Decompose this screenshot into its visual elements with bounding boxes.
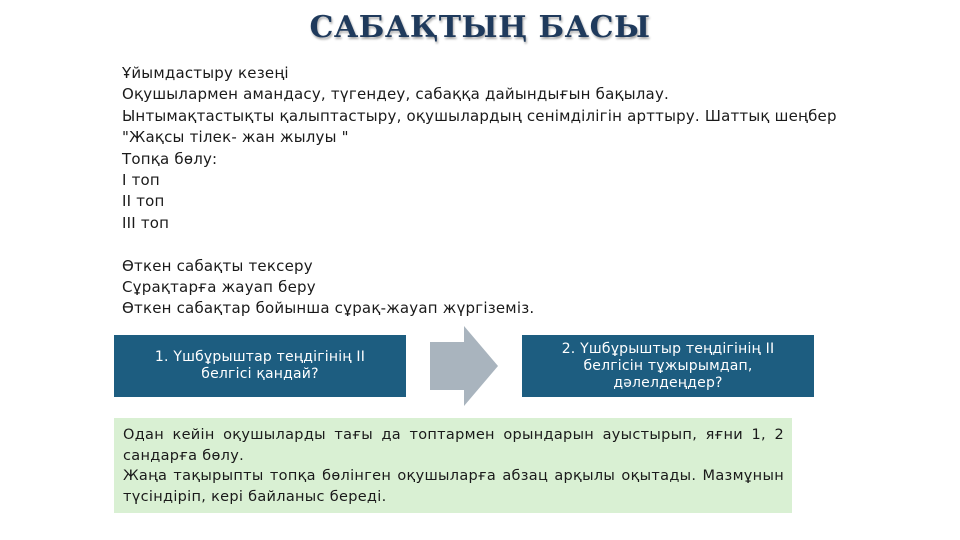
summary-note (114, 418, 792, 513)
intro-line-spacer (122, 234, 892, 255)
summary-note-paragraph-2: Жаңа тақырыпты топқа бөлінген оқушыларға абзац арқылы оқытады. Мазмұнын түсіндіріп, кері байланыс береді. (123, 468, 784, 505)
intro-line-group-1: I топ (122, 171, 160, 190)
intro-line-greeting: Оқушылармен амандасу, түгендеу, сабаққа дайындығын бақылау. (122, 85, 669, 104)
summary-note-paragraph-1: Одан кейін оқушыларды тағы да топтармен орындарын ауыстырып, яғни 1, 2 сандарға бөлу. (123, 427, 784, 464)
intro-text-block (122, 63, 892, 320)
intro-line-group-2: II топ (122, 192, 165, 211)
right-arrow-shape (430, 326, 498, 406)
question-box-1 (114, 335, 406, 397)
question-box-2-text: 2. Үшбұрыштыр теңдігінің II белгісін тұжырымдап, дәлелдеңдер? (561, 340, 775, 391)
intro-line-cooperation: Ынтымақтастықты қалыптастыру, оқушылардың сенімділігін арттыру. Шаттық шеңбер "Жақсы тілек- жан жылуы " (122, 106, 837, 147)
intro-line-group-division: Топқа бөлу: (122, 149, 218, 168)
question-box-1-text: 1. Үшбұрыштар теңдігінің II белгісі қандай? (154, 349, 366, 382)
intro-line-answer-questions: Сұрақтарға жауап беру (122, 278, 316, 297)
intro-line-organizing-stage: Ұйымдастыру кезеңі (122, 64, 289, 82)
intro-line-qa: Өткен сабақтар бойынша сұрақ-жауап жүргіземіз. (122, 299, 535, 318)
intro-line-group-3: III топ (122, 213, 170, 232)
slide-title: САБАҚТЫҢ БАСЫ (309, 10, 651, 45)
intro-line-review: Өткен сабақты тексеру (122, 256, 313, 275)
question-box-2 (522, 335, 814, 397)
right-arrow-icon (430, 326, 498, 406)
